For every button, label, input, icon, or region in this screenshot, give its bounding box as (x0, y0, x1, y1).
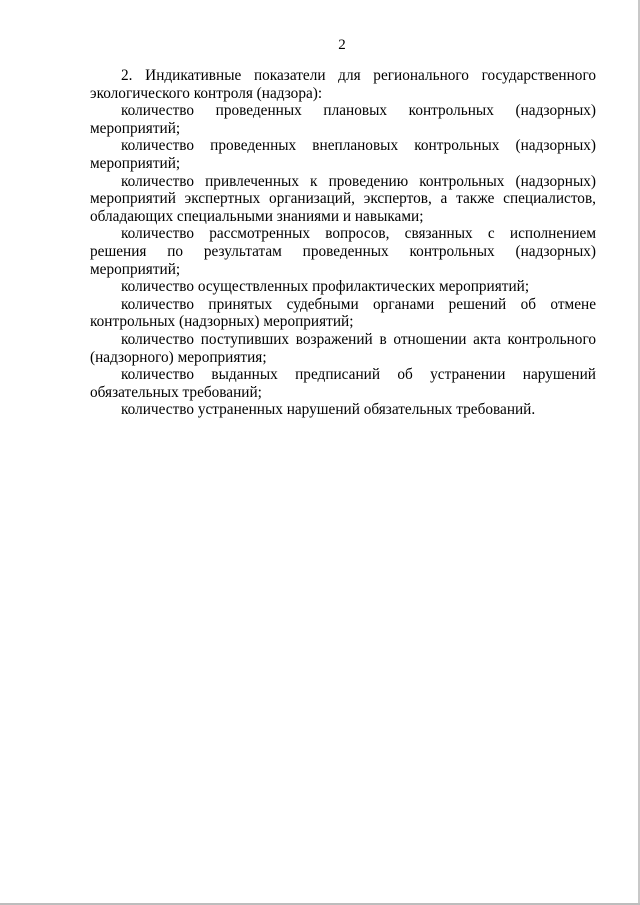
indicator-item: количество осуществленных профилактических мероприятий; (121, 278, 530, 296)
indicator-item: количество проведенных внеплановых контрольных (надзорных) мероприятий; (90, 137, 596, 172)
section-heading: 2. Индикативные показатели для регионального государственного экологического контроля (надзора): (90, 67, 596, 102)
indicator-item: количество устраненных нарушений обязательных требований. (121, 401, 536, 419)
indicator-item: количество принятых судебными органами решений об отмене контрольных (надзорных) мероприятий; (90, 295, 596, 331)
indicator-item: количество выданных предписаний об устранении нарушений обязательных требований; (90, 366, 596, 401)
document-body (90, 67, 596, 419)
indicator-item: количество проведенных плановых контрольных (надзорных) мероприятий; (90, 102, 596, 137)
indicator-item: количество рассмотренных вопросов, связанных с исполнением решения по результатам проведенных контрольных (надзорных) мероприятий; (90, 225, 596, 278)
indicator-item: количество поступивших возражений в отношении акта контрольного (надзорного) мероприятия; (90, 330, 596, 366)
indicator-item: количество привлеченных к проведению контрольных (надзорных) мероприятий экспертных организаций, экспертов, а также специалистов, обладающих специальными знаниями и навыками; (90, 172, 596, 225)
page-number: 2 (338, 37, 346, 53)
